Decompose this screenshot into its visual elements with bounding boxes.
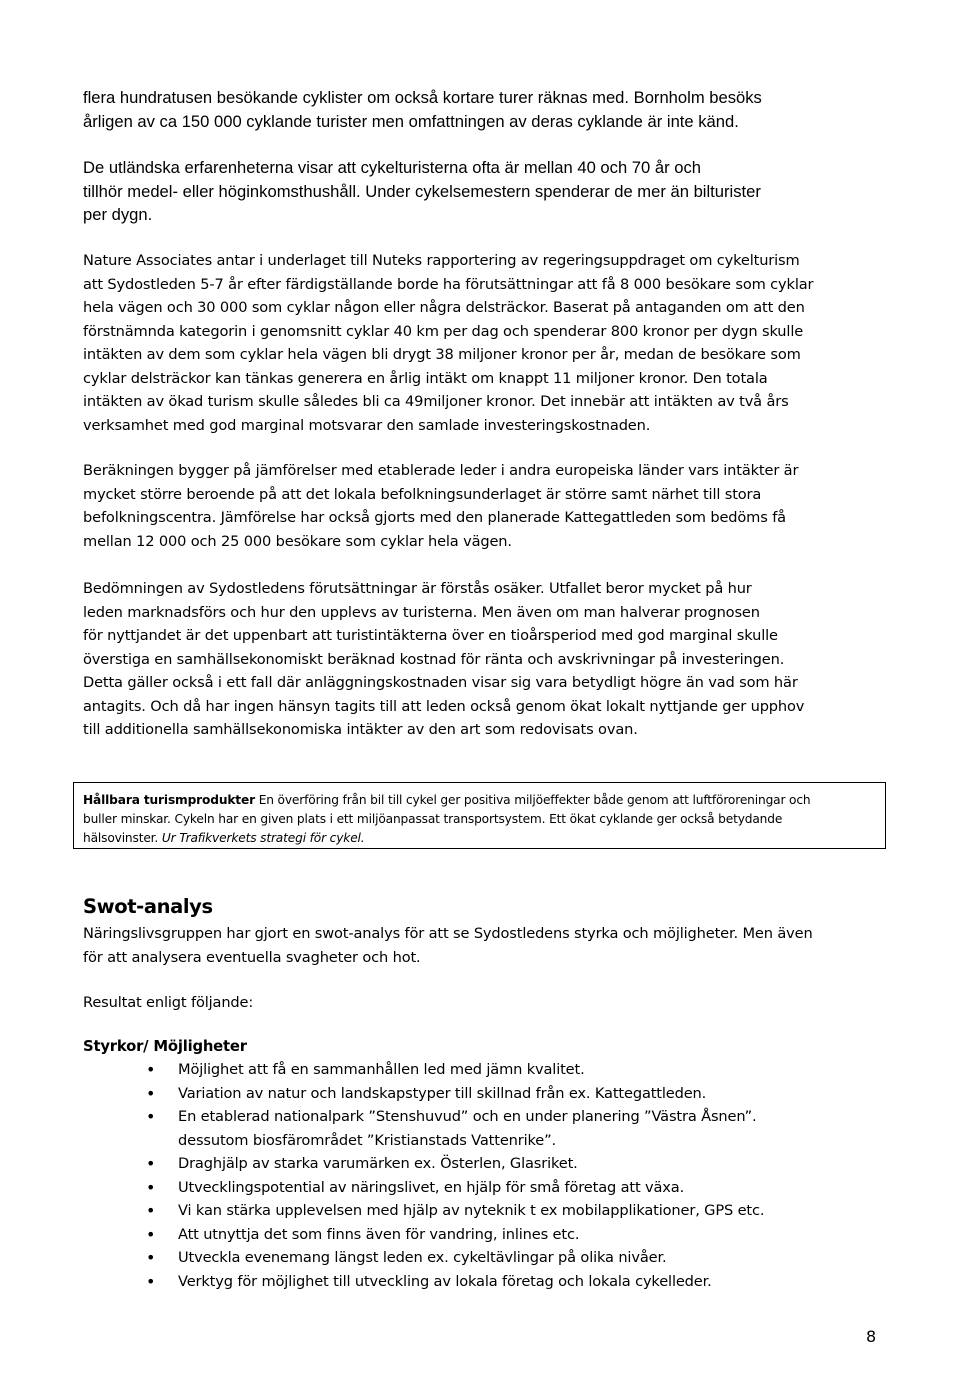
list-item-text: Draghjälp av starka varumärken ex. Österlen, Glasriket. bbox=[178, 1155, 578, 1172]
text-line: för nyttjandet är det uppenbart att turistintäkterna över en tioårsperiod med god marginal skulle bbox=[83, 627, 778, 644]
text-line: till additionella samhällsekonomiska intäkter av den art som redovisats ovan. bbox=[83, 721, 638, 738]
paragraph-swot-intro bbox=[83, 922, 883, 969]
paragraph-bornholm bbox=[83, 86, 883, 133]
list-item-text: Utvecklingspotential av näringslivet, en hjälp för små företag att växa. bbox=[178, 1178, 685, 1196]
text-line: förstnämnda kategorin i genomsnitt cyklar 40 km per dag och spenderar 800 kronor per dygn skulle bbox=[83, 322, 804, 340]
text-line: Resultat enligt följande: bbox=[83, 994, 254, 1011]
text-line: flera hundratusen besökande cyklister om också kortare turer räknas med. Bornholm besöks bbox=[83, 88, 762, 107]
text-line bbox=[83, 791, 875, 810]
bullet-icon: • bbox=[146, 1271, 156, 1291]
list-item-text: En etablerad nationalpark ”Stenshuvud” och en under planering ”Västra Åsnen”. bbox=[178, 1108, 757, 1125]
text-line: mycket större beroende på att det lokala befolkningsunderlaget är större samt närhet till stora bbox=[83, 485, 762, 503]
list-item bbox=[0, 1082, 764, 1106]
box-title: Hållbara turismprodukter bbox=[83, 793, 255, 807]
text-line: mellan 12 000 och 25 000 besökare som cyklar hela vägen. bbox=[83, 532, 512, 550]
list-item bbox=[0, 1270, 764, 1294]
bullet-icon: • bbox=[146, 1248, 156, 1267]
box-text: En överföring från bil till cykel ger positiva miljöeffekter både genom att luftföroreningar och bbox=[254, 793, 811, 807]
paragraph-nature-associates bbox=[83, 249, 883, 437]
text-line: intäkten av ökad turism skulle således bli ca 49miljoner kronor. Det innebär att intäkten av två års bbox=[83, 393, 789, 410]
bullet-icon: • bbox=[146, 1201, 156, 1220]
text-line: överstiga en samhällsekonomiskt beräknad kostnad för ränta och avskrivningar på investeringen. bbox=[83, 650, 785, 668]
strengths-list bbox=[0, 1058, 764, 1293]
list-item-text: dessutom biosfärområdet ”Kristianstads Vattenrike”. bbox=[178, 1131, 557, 1149]
text-line: Detta gäller också i ett fall där anläggningskostnaden visar sig vara betydligt högre än vad som här bbox=[83, 674, 798, 691]
list-item-text: Att utnyttja det som finns även för vandring, inlines etc. bbox=[178, 1225, 580, 1243]
text-line: att Sydostleden 5-7 år efter färdigställande borde ha förutsättningar att få 8 000 besökare som cyklar bbox=[83, 275, 814, 293]
list-item bbox=[0, 1058, 764, 1082]
bullet-icon: • bbox=[146, 1107, 156, 1126]
text-line: verksamhet med god marginal motsvarar den samlade investeringskostnaden. bbox=[83, 416, 651, 434]
text-line bbox=[83, 829, 875, 848]
text-line: per dygn. bbox=[83, 205, 153, 224]
text-line: cyklar delsträckor kan tänkas generera en årlig intäkt om knappt 11 miljoner kronor. Den totala bbox=[83, 369, 768, 387]
text-line: De utländska erfarenheterna visar att cykelturisterna ofta är mellan 40 och 70 år och bbox=[83, 158, 701, 177]
bullet-icon: • bbox=[146, 1177, 156, 1197]
text-line: buller minskar. Cykeln har en given plats i ett miljöanpassat transportsystem. Ett ökat cyklande ger också betydande bbox=[83, 812, 783, 826]
text-line: Bedömningen av Sydostledens förutsättningar är förstås osäker. Utfallet beror mycket på hur bbox=[83, 580, 752, 597]
list-item-text: Variation av natur och landskapstyper till skillnad från ex. Kattegattleden. bbox=[178, 1084, 707, 1102]
bullet-icon: • bbox=[146, 1154, 156, 1173]
text-line: befolkningscentra. Jämförelse har också gjorts med den planerade Kattegattleden som bedöms få bbox=[83, 509, 786, 526]
text-line: för att analysera eventuella svagheter och hot. bbox=[83, 948, 421, 966]
list-item bbox=[0, 1246, 764, 1270]
text-line: tillhör medel- eller höginkomsthushåll. Under cykelsemestern spenderar de mer än bilturister bbox=[83, 181, 761, 201]
paragraph-foreign-experience bbox=[83, 156, 883, 227]
paragraph-result bbox=[83, 991, 883, 1015]
paragraph-calculation bbox=[83, 459, 883, 553]
paragraph-assessment bbox=[83, 577, 883, 742]
list-item bbox=[0, 1223, 764, 1247]
list-item-text: Vi kan stärka upplevelsen med hjälp av nyteknik t ex mobilapplikationer, GPS etc. bbox=[178, 1202, 765, 1219]
bullet-icon: • bbox=[146, 1060, 156, 1079]
text-line: intäkten av dem som cyklar hela vägen bli drygt 38 miljoner kronor per år, medan de besökare som bbox=[83, 346, 801, 363]
box-text: hälsovinster. bbox=[83, 831, 162, 845]
box-source: Ur Trafikverkets strategi för cykel. bbox=[161, 831, 365, 845]
text-line: leden marknadsförs och hur den upplevs av turisterna. Men även om man halverar prognosen bbox=[83, 603, 760, 621]
list-item-text: Möjlighet att få en sammanhållen led med jämn kvalitet. bbox=[178, 1061, 585, 1078]
text-line: Nature Associates antar i underlaget till Nuteks rapportering av regeringsuppdraget om cykelturism bbox=[83, 252, 800, 269]
bullet-icon: • bbox=[146, 1224, 156, 1244]
bullet-icon: • bbox=[146, 1083, 156, 1103]
list-item-text: Utveckla evenemang längst leden ex. cykeltävlingar på olika nivåer. bbox=[178, 1249, 667, 1266]
list-item bbox=[0, 1176, 764, 1200]
list-item bbox=[0, 1199, 764, 1223]
text-line: hela vägen och 30 000 som cyklar någon eller några delsträckor. Baserat på antaganden om att den bbox=[83, 299, 805, 316]
text-line: årligen av ca 150 000 cyklande turister men omfattningen av deras cyklande är inte känd. bbox=[83, 111, 739, 131]
subsection-heading: Styrkor/ Möjligheter bbox=[83, 1038, 247, 1055]
list-item-text: Verktyg för möjlighet till utveckling av lokala företag och lokala cykelleder. bbox=[178, 1272, 712, 1290]
text-line: antagits. Och då har ingen hänsyn tagits till att leden också genom ökat lokalt nyttjande ger upphov bbox=[83, 697, 805, 715]
sustainability-quote-box bbox=[73, 782, 886, 849]
page-number: 8 bbox=[866, 1327, 877, 1346]
text-line: Näringslivsgruppen har gjort en swot-analys för att se Sydostledens styrka och möjligheter. Men även bbox=[83, 925, 813, 942]
section-heading: Swot-analys bbox=[83, 895, 213, 918]
text-line: Beräkningen bygger på jämförelser med etablerade leder i andra europeiska länder vars intäkter är bbox=[83, 462, 799, 479]
list-item bbox=[0, 1105, 764, 1152]
list-item bbox=[0, 1152, 764, 1176]
